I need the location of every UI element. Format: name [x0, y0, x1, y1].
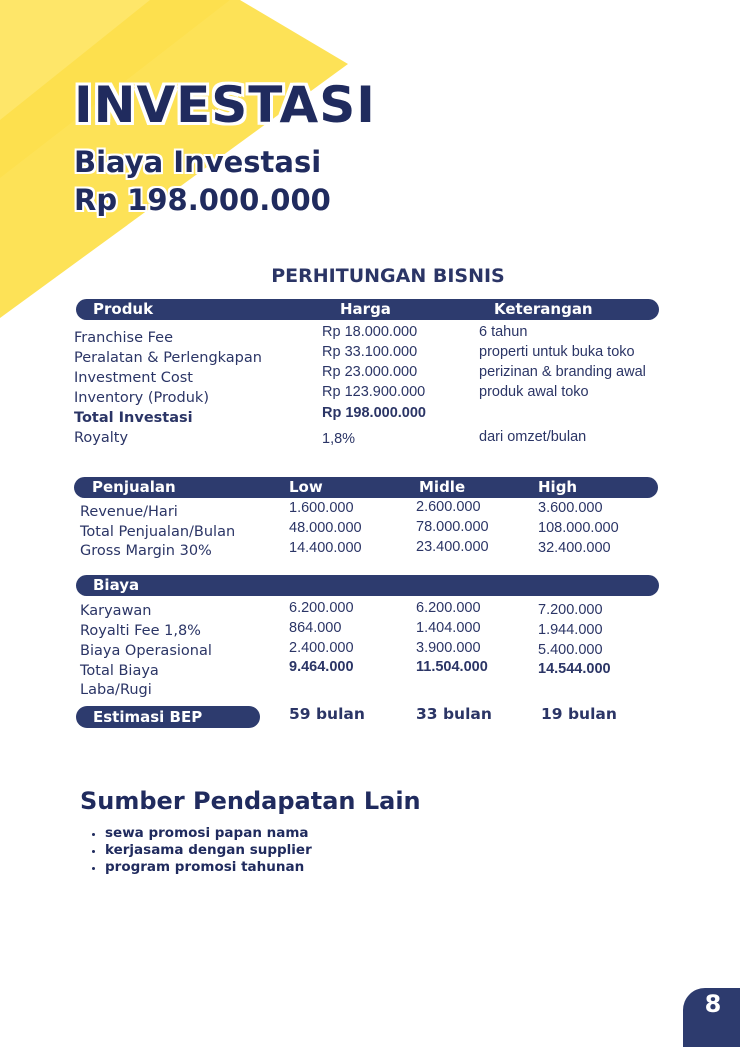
cost-table-header	[76, 575, 659, 596]
product-table-header	[76, 299, 659, 320]
product-row-label: Inventory (Produk)	[74, 390, 209, 406]
bep-high: 19 bulan	[541, 705, 617, 723]
page-number: 8	[704, 990, 722, 1018]
sales-row-midle: 2.600.000	[416, 499, 481, 515]
cost-row-low: 6.200.000	[289, 600, 354, 616]
sales-table-header	[74, 477, 658, 498]
cost-row-label: Royalti Fee 1,8%	[80, 623, 201, 639]
total-investasi-label: Total Investasi	[74, 410, 193, 426]
royalty-value: 1,8%	[322, 431, 356, 447]
cost-row-midle: 3.900.000	[416, 640, 481, 656]
investment-subtitle: Biaya Investasi	[74, 145, 322, 179]
header-high: High	[538, 478, 578, 496]
sales-row-midle: 23.400.000	[416, 539, 489, 555]
sales-row-low: 48.000.000	[289, 520, 362, 536]
cost-row-label: Biaya Operasional	[80, 643, 212, 659]
other-income-title: Sumber Pendapatan Lain	[80, 787, 421, 815]
header-keterangan: Keterangan	[494, 300, 593, 318]
list-item: program promosi tahunan	[90, 859, 312, 876]
total-biaya-label: Total Biaya	[80, 663, 159, 679]
header-produk: Produk	[93, 300, 154, 318]
list-item: kerjasama dengan supplier	[90, 842, 312, 859]
sales-row-label: Total Penjualan/Bulan	[80, 524, 236, 540]
cost-row-high: 5.400.000	[538, 642, 603, 658]
product-row-price: Rp 23.000.000	[322, 364, 418, 380]
sales-row-high: 32.400.000	[538, 540, 611, 556]
cost-row-high: 7.200.000	[538, 602, 603, 618]
laba-rugi-label: Laba/Rugi	[80, 682, 152, 698]
product-row-price: Rp 33.100.000	[322, 344, 418, 360]
header-midle: Midle	[419, 478, 466, 496]
total-investasi-value: Rp 198.000.000	[322, 405, 426, 421]
total-biaya-low: 9.464.000	[289, 659, 354, 675]
business-heading: PERHITUNGAN BISNIS	[271, 265, 505, 287]
page-number-tab	[683, 988, 740, 1047]
cost-row-midle: 6.200.000	[416, 600, 481, 616]
page-title: INVESTASI	[74, 76, 376, 134]
sales-row-label: Revenue/Hari	[80, 504, 178, 520]
royalty-note: dari omzet/bulan	[479, 429, 587, 445]
sales-row-low: 14.400.000	[289, 540, 362, 556]
other-income-list	[90, 825, 312, 876]
sales-row-midle: 78.000.000	[416, 519, 489, 535]
product-row-note: 6 tahun	[479, 324, 528, 340]
total-biaya-high: 14.544.000	[538, 661, 611, 677]
total-biaya-midle: 11.504.000	[416, 659, 488, 675]
sales-row-label: Gross Margin 30%	[80, 543, 212, 559]
bep-midle: 33 bulan	[416, 705, 492, 723]
cost-row-low: 2.400.000	[289, 640, 354, 656]
cost-row-low: 864.000	[289, 620, 342, 636]
product-row-note: perizinan & branding awal	[479, 364, 646, 380]
sales-row-high: 108.000.000	[538, 520, 619, 536]
product-row-price: Rp 123.900.000	[322, 384, 426, 400]
header-harga: Harga	[340, 300, 391, 318]
product-row-note: properti untuk buka toko	[479, 344, 635, 360]
header-low: Low	[289, 478, 323, 496]
bep-low: 59 bulan	[289, 705, 365, 723]
bep-label: Estimasi BEP	[93, 708, 203, 726]
product-row-note: produk awal toko	[479, 384, 589, 400]
header-penjualan: Penjualan	[92, 478, 176, 496]
sales-row-low: 1.600.000	[289, 500, 354, 516]
cost-row-midle: 1.404.000	[416, 620, 481, 636]
royalty-label: Royalty	[74, 430, 129, 446]
header-biaya: Biaya	[93, 576, 140, 594]
bep-label-bar	[76, 706, 260, 728]
product-row-label: Investment Cost	[74, 370, 193, 386]
cost-row-label: Karyawan	[80, 603, 152, 619]
product-row-label: Franchise Fee	[74, 330, 173, 346]
list-item: sewa promosi papan nama	[90, 825, 312, 842]
product-row-price: Rp 18.000.000	[322, 324, 418, 340]
product-row-label: Peralatan & Perlengkapan	[74, 350, 262, 366]
investment-amount: Rp 198.000.000	[74, 183, 331, 217]
cost-row-high: 1.944.000	[538, 622, 603, 638]
sales-row-high: 3.600.000	[538, 500, 603, 516]
